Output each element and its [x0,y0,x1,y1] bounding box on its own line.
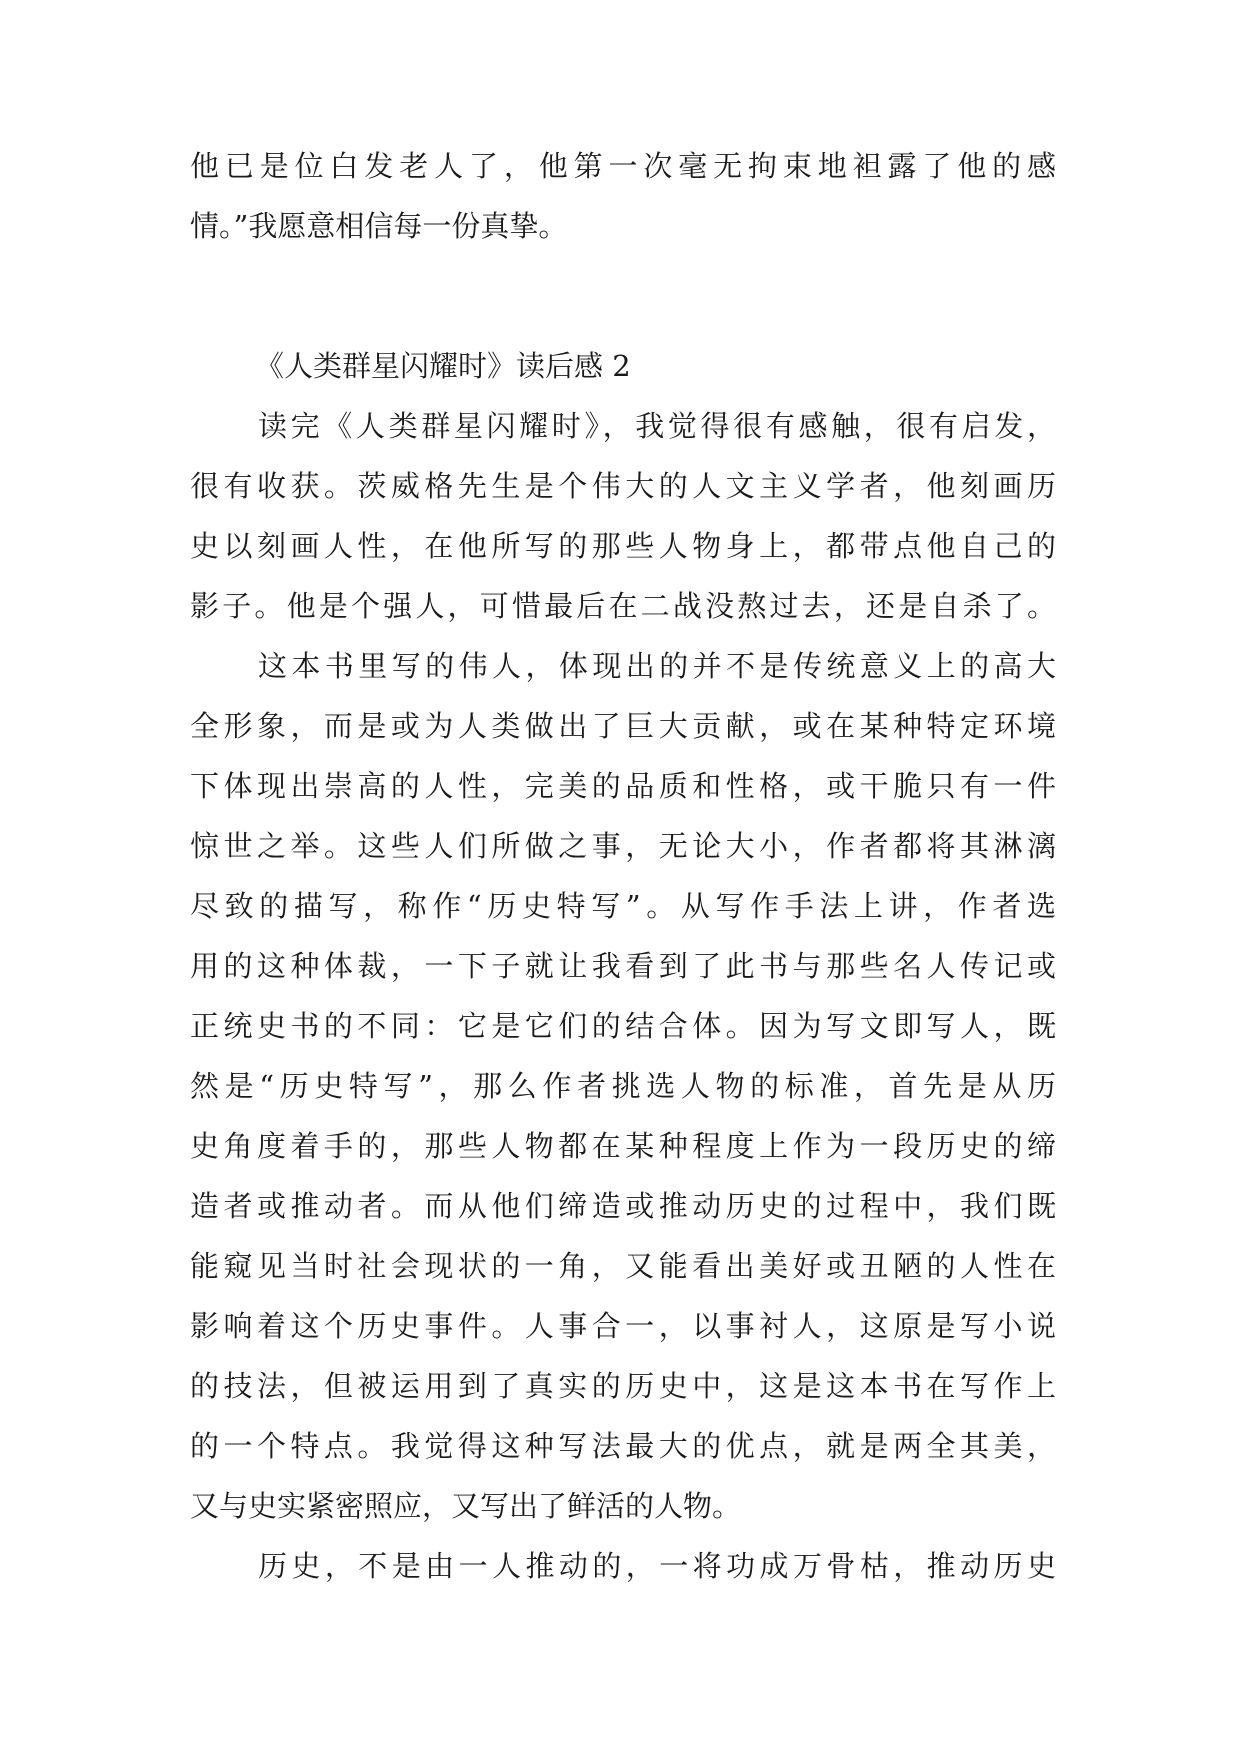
text-line: 用的这种体裁，一下子就让我看到了此书与那些名人传记或 [190,949,1056,983]
text-line: 影子。他是个强人，可惜最后在二战没熬过去，还是自杀了。 [190,589,1056,623]
section-heading: 《人类群星闪耀时》读后感 2 [255,349,631,383]
text-line: 这本书里写的伟人，体现出的并不是传统意义上的高大 [258,649,1056,683]
body-paragraph-3 [190,1536,1056,1596]
text-line: 全形象，而是或为人类做出了巨大贡献，或在某种特定环境 [190,709,1056,743]
text-line: 他已是位白发老人了，他第一次毫无拘束地袒露了他的感 [190,149,1056,183]
text-line: 读完《人类群星闪耀时》，我觉得很有感触，很有启发， [258,409,1056,443]
intro-paragraph [190,136,1056,256]
text-line: 下体现出崇高的人性，完美的品质和性格，或干脆只有一件 [190,769,1056,803]
text-line: 造者或推动者。而从他们缔造或推动历史的过程中，我们既 [190,1189,1056,1223]
text-line: 史以刻画人性，在他所写的那些人物身上，都带点他自己的 [190,529,1056,563]
text-line: 的技法，但被运用到了真实的历史中，这是这本书在写作上 [190,1369,1056,1403]
text-line: 很有收获。茨威格先生是个伟大的人文主义学者，他刻画历 [190,469,1056,503]
text-line: 史角度着手的，那些人物都在某种程度上作为一段历史的缔 [190,1129,1056,1163]
text-line: 历史，不是由一人推动的，一将功成万骨枯，推动历史 [258,1549,1056,1583]
body-paragraph-2 [190,636,1056,1536]
body-paragraph-1 [190,396,1056,636]
text-line: 能窥见当时社会现状的一角，又能看出美好或丑陋的人性在 [190,1249,1056,1283]
text-line: 正统史书的不同：它是它们的结合体。因为写文即写人，既 [190,1009,1056,1043]
text-line: 情。”我愿意相信每一份真挚。 [190,209,568,243]
text-line: 尽致的描写，称作“历史特写”。从写作手法上讲，作者选 [190,889,1056,923]
text-line: 的一个特点。我觉得这种写法最大的优点，就是两全其美， [190,1429,1056,1463]
text-line: 又与史实紧密照应，又写出了鲜活的人物。 [190,1489,742,1523]
text-line: 然是“历史特写”，那么作者挑选人物的标准，首先是从历 [190,1069,1056,1103]
text-line: 影响着这个历史事件。人事合一，以事衬人，这原是写小说 [190,1309,1056,1343]
text-line: 惊世之举。这些人们所做之事，无论大小，作者都将其淋漓 [190,829,1056,863]
